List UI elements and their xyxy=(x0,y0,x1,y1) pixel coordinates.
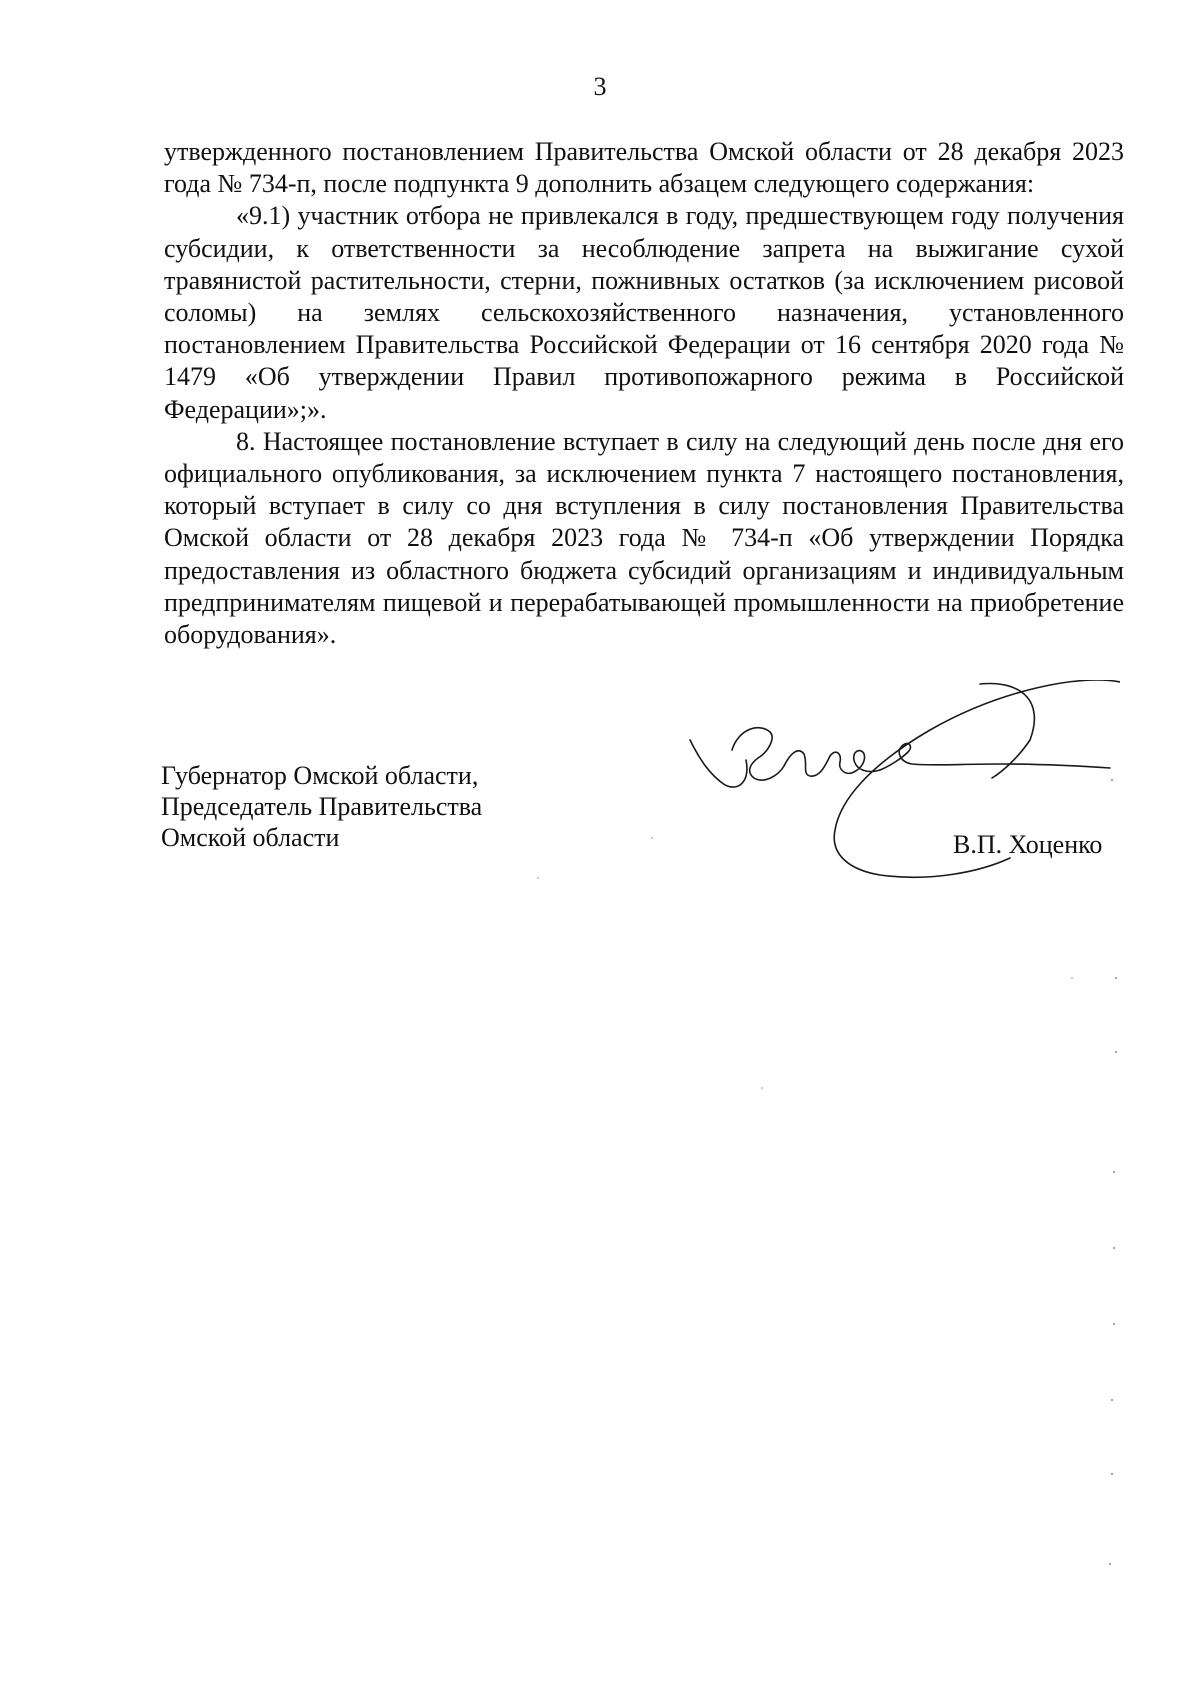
document-body xyxy=(164,136,1124,651)
page-number: 3 xyxy=(593,72,607,101)
paragraph-continuation: утвержденного постановлением Правительства Омской области от 28 декабря 2023 года № 734-п, после подпункта 9 дополнить абзацем следующего содержания: xyxy=(164,137,1124,199)
position-line: Губернатор Омской области, xyxy=(161,761,479,790)
position-line: Председатель Правительства xyxy=(161,792,483,821)
position-line: Омской области xyxy=(161,823,340,852)
paragraph-item-8: 8. Настоящее постановление вступает в силу на следующий день после дня его официального опубликования, за исключением пункта 7 настоящего постановления, который вступает в силу со дня вступления в силу постановления Правительства Омской области от 28 декабря 2023 года № 734-п «Об утверждении Порядка предоставления из областного бюджета субсидий организациям и индивидуальным предпринимателям пищевой и перерабатывающей промышленности на приобретение оборудования». xyxy=(164,426,1124,650)
signer-name: В.П. Хоценко xyxy=(953,830,1103,859)
paragraph-subitem-9-1: «9.1) участник отбора не привлекался в году, предшествующем году получения субсидии, к ответственности за несоблюдение запрета на выжигание сухой травянистой растительности, стерни, пожнивных остатков (за исключением рисовой соломы) на землях сельскохозяйственного назначения, установленного постановлением Правительства Российской Федерации от 16 сентября 2020 года № 1479 «Об утверждении Правил противопожарного режима в Российской Федерации»;». xyxy=(164,201,1124,424)
signatory-position xyxy=(161,760,482,853)
handwritten-signature xyxy=(680,680,1120,910)
